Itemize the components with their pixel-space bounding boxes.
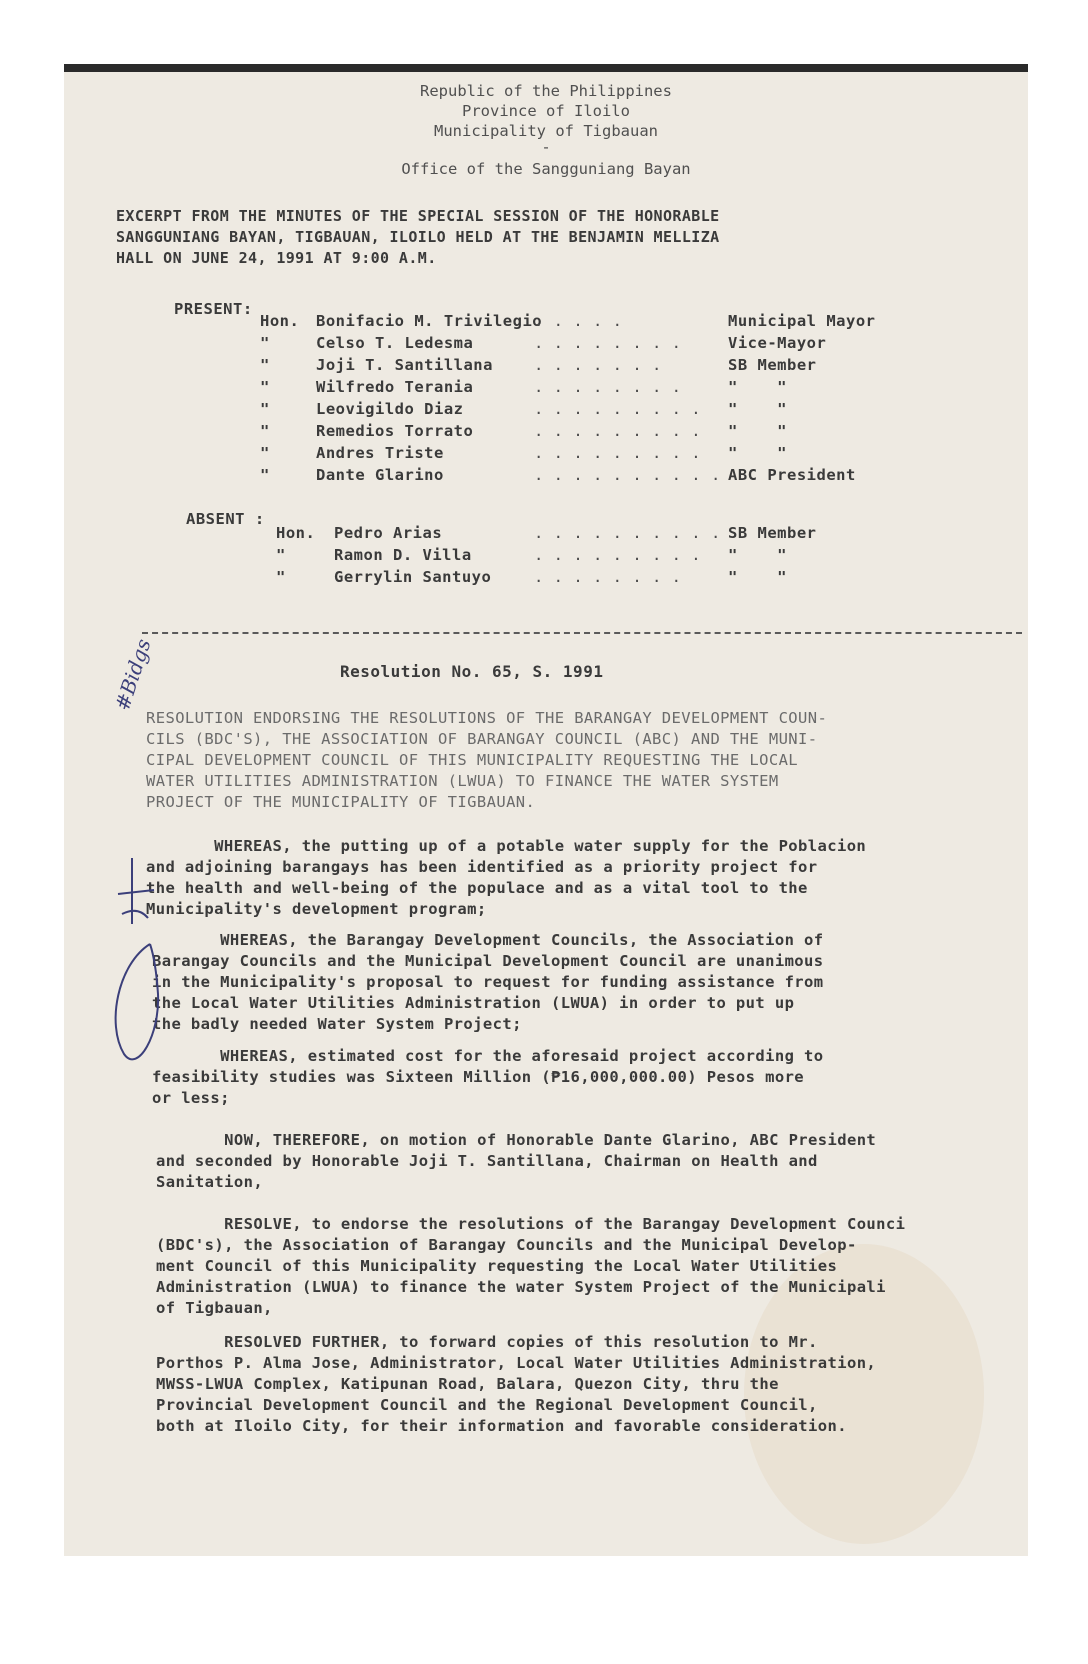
member-leader-dots: . . . . . . . . . [534, 400, 702, 418]
member-leader-dots: . . . . . . . . [534, 378, 682, 396]
member-position: " " [728, 444, 787, 462]
header-republic: Republic of the Philippines [420, 82, 672, 100]
member-prefix: " [260, 334, 270, 352]
present-label: PRESENT: [174, 300, 253, 318]
member-name: Dante Glarino [316, 466, 444, 484]
excerpt-line-3: HALL ON JUNE 24, 1991 AT 9:00 A.M. [116, 249, 437, 267]
member-leader-dots: . . . . . . . [534, 356, 662, 374]
member-leader-dots: . . . . . . . . [534, 568, 682, 586]
member-name: Wilfredo Terania [316, 378, 474, 396]
header-dash: - [541, 138, 551, 156]
text-line: Barangay Councils and the Municipal Development Council are unanimous [152, 952, 824, 970]
member-leader-dots: . . . . . . . . . [534, 546, 702, 564]
member-name: Leovigildo Diaz [316, 400, 464, 418]
text-line: Administration (LWUA) to finance the water System Project of the Municipali [156, 1278, 886, 1296]
text-line: the Local Water Utilities Administration (LWUA) in order to put up [152, 994, 795, 1012]
member-prefix: " [260, 400, 270, 418]
text-line: both at Iloilo City, for their information and favorable consideration. [156, 1417, 847, 1435]
absent-label: ABSENT : [186, 510, 265, 528]
text-line: WATER UTILITIES ADMINISTRATION (LWUA) TO FINANCE THE WATER SYSTEM [146, 772, 779, 790]
text-line: WHEREAS, the putting up of a potable water supply for the Poblacion [146, 837, 867, 855]
text-line: RESOLUTION ENDORSING THE RESOLUTIONS OF THE BARANGAY DEVELOPMENT COUN- [146, 709, 828, 727]
text-line: feasibility studies was Sixteen Million (₱16,000,000.00) Pesos more [152, 1068, 805, 1086]
text-line: PROJECT OF THE MUNICIPALITY OF TIGBAUAN. [146, 793, 536, 811]
member-name: Andres Triste [316, 444, 444, 462]
member-position: ABC President [728, 466, 856, 484]
text-line: and adjoining barangays has been identified as a priority project for [146, 858, 818, 876]
resolution-number: Resolution No. 65, S. 1991 [340, 662, 604, 681]
text-line: Porthos P. Alma Jose, Administrator, Local Water Utilities Administration, [156, 1354, 877, 1372]
text-line: CIPAL DEVELOPMENT COUNCIL OF THIS MUNICIPALITY REQUESTING THE LOCAL [146, 751, 799, 769]
text-line: NOW, THEREFORE, on motion of Honorable Dante Glarino, ABC President [156, 1131, 877, 1149]
text-line: in the Municipality's proposal to request for funding assistance from [152, 973, 824, 991]
member-position: " " [728, 546, 787, 564]
member-position: Vice-Mayor [728, 334, 827, 352]
member-name: Ramon D. Villa [334, 546, 472, 564]
text-line: WHEREAS, the Barangay Development Councils, the Association of [152, 931, 824, 949]
member-leader-dots: . . . . . . . . [534, 334, 682, 352]
text-line: Municipality's development program; [146, 900, 487, 918]
text-line: CILS (BDC'S), THE ASSOCIATION OF BARANGAY COUNCIL (ABC) AND THE MUNI- [146, 730, 818, 748]
text-line: (BDC's), the Association of Barangay Councils and the Municipal Develop- [156, 1236, 857, 1254]
member-name: Gerrylin Santuyo [334, 568, 492, 586]
member-name: Pedro Arias [334, 524, 443, 542]
member-prefix: " [260, 444, 270, 462]
member-leader-dots: . . . . . . . . . [534, 444, 702, 462]
member-position: " " [728, 378, 787, 396]
member-name: Bonifacio M. Trivilegio [316, 312, 543, 330]
member-leader-dots: . . . . . . . . . . [534, 524, 721, 542]
member-leader-dots: . . . . . . . . . . [534, 466, 721, 484]
member-position: " " [728, 400, 787, 418]
text-line: Provincial Development Council and the Regional Development Council, [156, 1396, 818, 1414]
excerpt-line-1: EXCERPT FROM THE MINUTES OF THE SPECIAL SESSION OF THE HONORABLE [116, 207, 720, 225]
text-line: and seconded by Honorable Joji T. Santillana, Chairman on Health and [156, 1152, 818, 1170]
member-prefix: Hon. [276, 524, 316, 542]
member-prefix: " [260, 466, 270, 484]
member-position: SB Member [728, 356, 817, 374]
document-page [64, 64, 1028, 1556]
member-prefix: " [260, 378, 270, 396]
text-line: Sanitation, [156, 1173, 264, 1191]
member-prefix: " [276, 546, 286, 564]
text-line: or less; [152, 1089, 230, 1107]
text-line: WHEREAS, estimated cost for the aforesaid project according to [152, 1047, 824, 1065]
member-name: Joji T. Santillana [316, 356, 493, 374]
text-line: RESOLVED FURTHER, to forward copies of this resolution to Mr. [156, 1333, 818, 1351]
text-line: the badly needed Water System Project; [152, 1015, 522, 1033]
member-name: Remedios Torrato [316, 422, 474, 440]
header-province: Province of Iloilo [462, 102, 630, 120]
page-top-edge [64, 64, 1028, 72]
text-line: of Tigbauan, [156, 1299, 273, 1317]
handwritten-pen-mark-icon [98, 854, 168, 1074]
member-leader-dots: . . . . . . . . . [534, 422, 702, 440]
member-position: SB Member [728, 524, 817, 542]
member-name: Celso T. Ledesma [316, 334, 474, 352]
member-position: " " [728, 568, 787, 586]
text-line: the health and well-being of the populace and as a vital tool to the [146, 879, 808, 897]
member-prefix: " [260, 422, 270, 440]
excerpt-line-2: SANGGUNIANG BAYAN, TIGBAUAN, ILOILO HELD AT THE BENJAMIN MELLIZA [116, 228, 720, 246]
member-leader-dots: . . . . . [534, 312, 623, 330]
member-position: Municipal Mayor [728, 312, 876, 330]
separator-line [142, 632, 1022, 634]
header-office: Office of the Sangguniang Bayan [401, 160, 691, 178]
text-line: ment Council of this Municipality requesting the Local Water Utilities [156, 1257, 838, 1275]
member-position: " " [728, 422, 787, 440]
text-line: MWSS-LWUA Complex, Katipunan Road, Balara, Quezon City, thru the [156, 1375, 779, 1393]
member-prefix: " [276, 568, 286, 586]
text-line: RESOLVE, to endorse the resolutions of the Barangay Development Counci [156, 1215, 906, 1233]
member-prefix: Hon. [260, 312, 300, 330]
header-municipality: Municipality of Tigbauan [434, 122, 658, 140]
member-prefix: " [260, 356, 270, 374]
handwritten-margin-note: #Bidgs [110, 635, 156, 714]
